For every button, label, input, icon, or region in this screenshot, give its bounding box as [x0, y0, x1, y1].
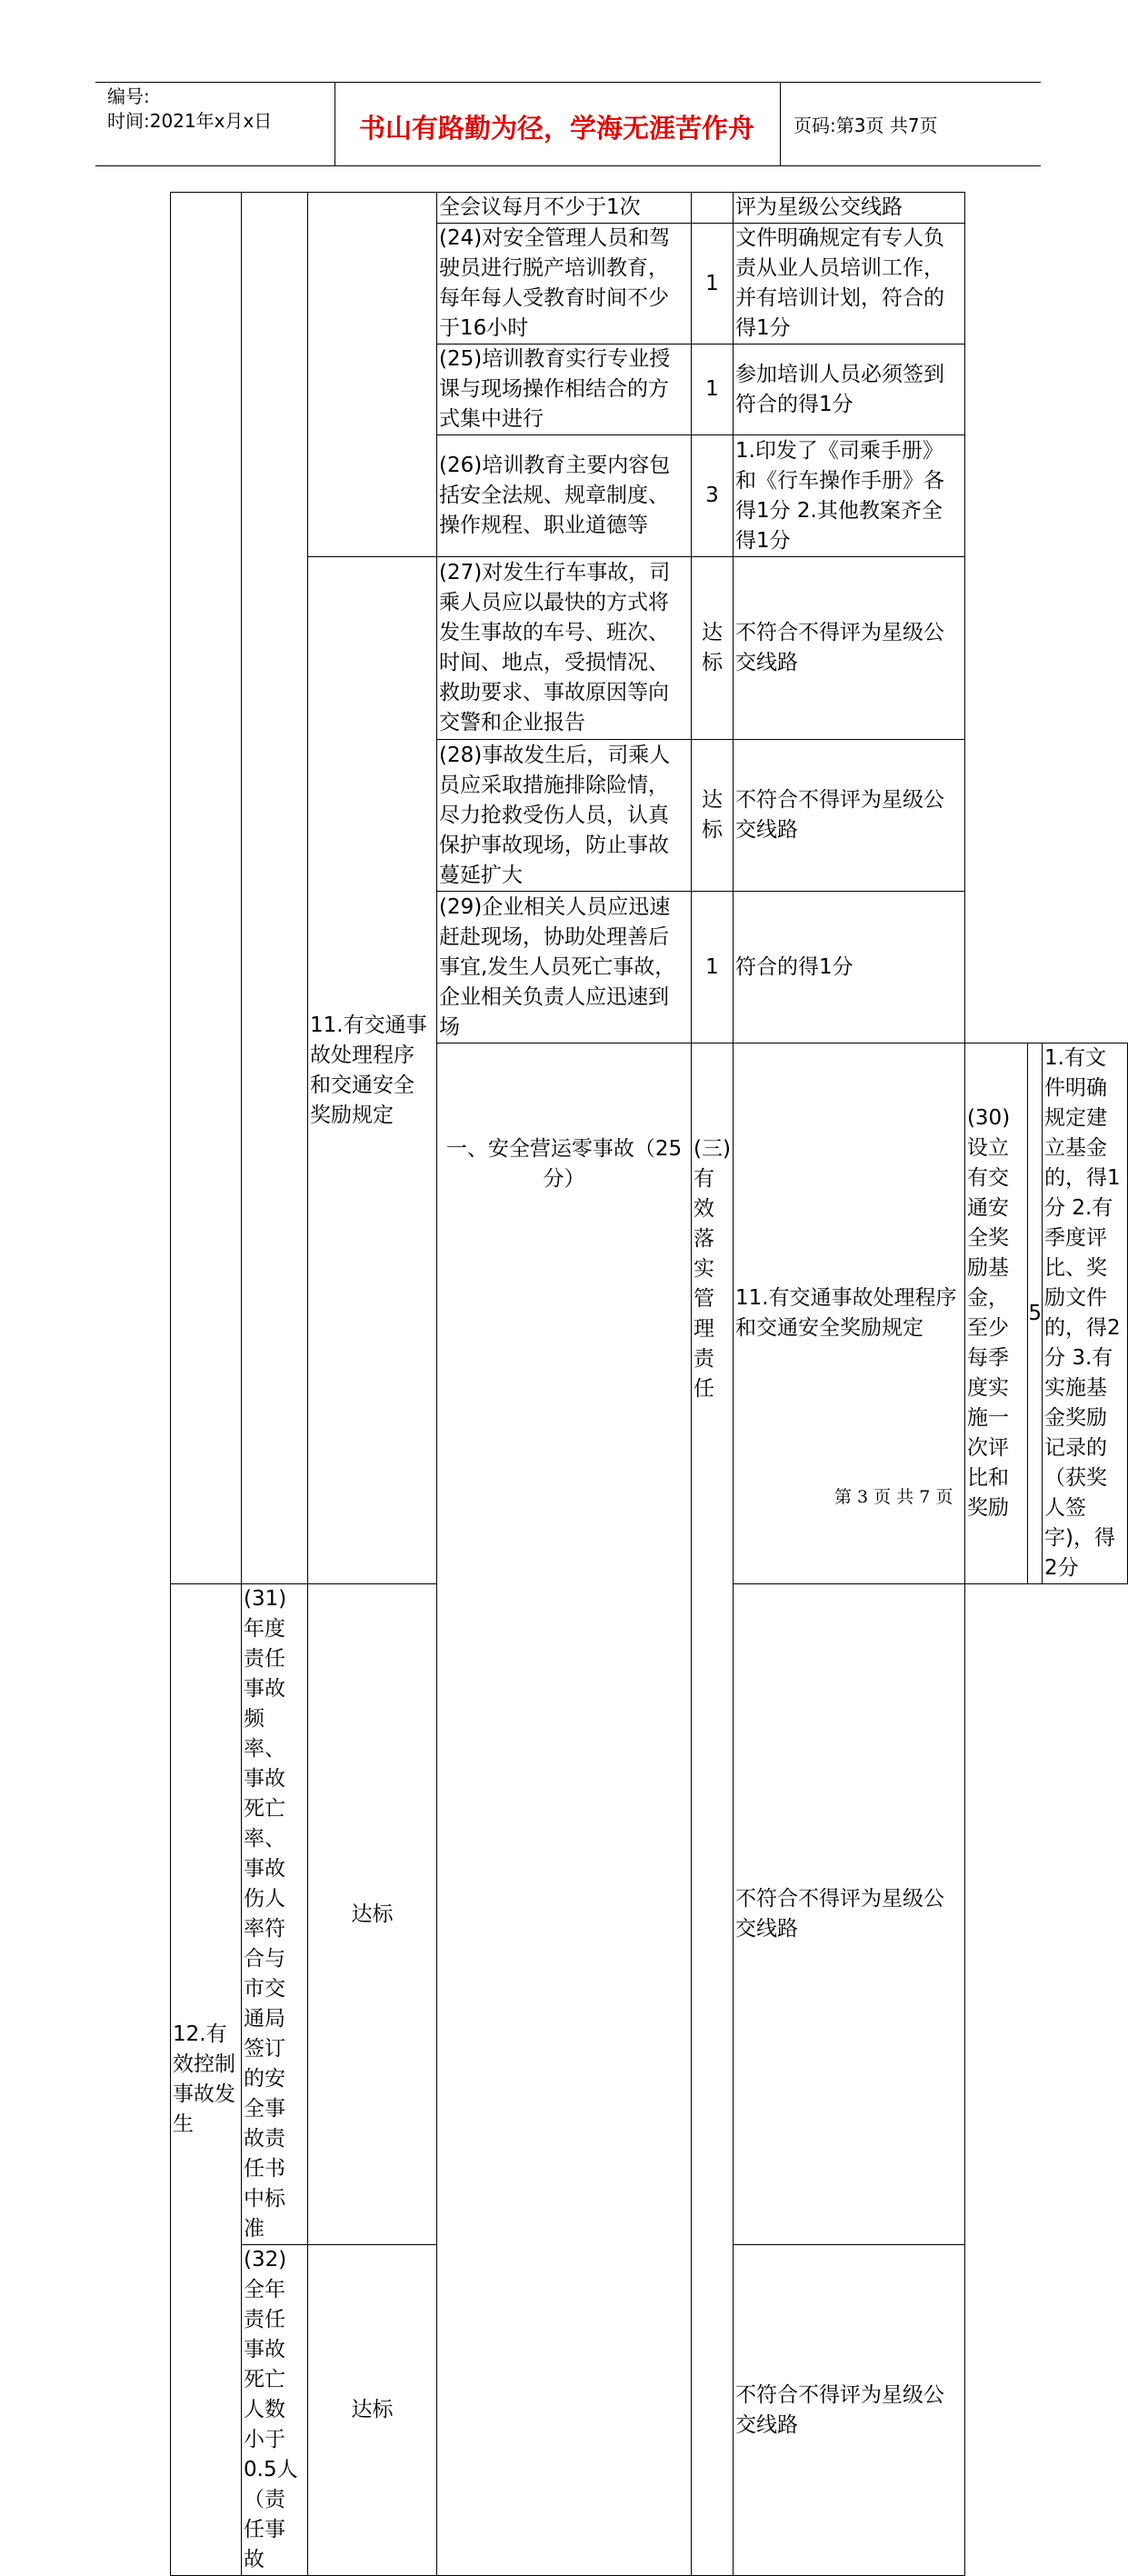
row-criteria: 评为星级公交线路	[733, 193, 964, 224]
header-bottom-rule	[95, 165, 1041, 166]
row-criteria: 1.印发了《司乘手册》和《行车操作手册》各得1分 2.其他教案齐全得1分	[733, 435, 964, 557]
row-score: 达标	[692, 557, 734, 740]
row-score: 5	[1028, 1043, 1043, 1584]
row-content: (32)全年责任事故死亡人数小于0.5人（责任事故	[242, 2245, 308, 2576]
page-indicator: 页码:第3页 共7页	[794, 115, 938, 136]
category-1-label: 一、安全营运零事故（25分）	[437, 1043, 692, 2576]
row-content: (28)事故发生后，司乘人员应采取措施排除险情，尽力抢救受伤人员，认真保护事故现场，防止事故蔓延扩大	[437, 740, 692, 892]
header-divider-left	[334, 83, 335, 166]
row-content: (29)企业相关人员应迅速赶赴现场，协助处理善后事宜,发生人员死亡事故，企业相关负责人应迅速到场	[437, 892, 692, 1043]
row-criteria: 不符合不得评为星级公交线路	[733, 1584, 964, 2245]
row-score: 1	[692, 892, 734, 1043]
row-score: 3	[692, 435, 734, 557]
header-divider-right	[780, 83, 781, 166]
row-criteria: 不符合不得评为星级公交线路	[733, 557, 964, 740]
category-cell-empty	[171, 193, 242, 1584]
evaluation-table	[170, 192, 1128, 2576]
row-content: (24)对安全管理人员和驾驶员进行脱产培训教育，每年每人受教育时间不少于16小时	[437, 224, 692, 344]
row-content: (30)设立有交通安全奖励基金，至少每季度实施一次评比和奖励	[964, 1043, 1027, 1584]
row-content: (31)年度责任事故频率、事故死亡率、事故伤人率符合与市交通局签订的安全事故责任书中标准	[242, 1584, 308, 2245]
header-top-rule	[95, 82, 1041, 83]
document-number-label: 编号:	[107, 85, 150, 107]
row-criteria: 文件明确规定有专人负责从业人员培训工作，并有培训计划，符合的得1分	[733, 224, 964, 344]
row-content: (27)对发生行车事故，司乘人员应以最快的方式将发生事故的车号、班次、时间、地点，受损情况、救助要求、事故原因等向交警和企业报告	[437, 557, 692, 740]
page-footer: 第 3 页 共 7 页	[834, 1487, 953, 1507]
row-score: 达标	[308, 1584, 437, 2245]
row-criteria: 参加培训人员必须签到符合的得1分	[733, 344, 964, 435]
row-criteria: 符合的得1分	[733, 892, 964, 1043]
item-11-label: 11.有交通事故处理程序和交通安全奖励规定	[308, 557, 437, 1584]
row-criteria: 不符合不得评为星级公交线路	[733, 2245, 964, 2576]
item-cell-empty	[308, 193, 437, 557]
row-score	[692, 193, 734, 224]
item-12-label: 12.有效控制事故发生	[171, 1584, 242, 2576]
row-score: 1	[692, 344, 734, 435]
document-time-label: 时间:2021年x月x日	[107, 110, 273, 132]
row-score: 达标	[308, 2245, 437, 2576]
row-criteria: 1.有文件明确规定建立基金的，得1分 2.有季度评比、奖励文件的，得2分 3.有实施基金奖励记录的（获奖人签字)，得2分	[1043, 1043, 1128, 1584]
row-score: 1	[692, 224, 734, 344]
item-11-label-repeat: 11.有交通事故处理程序和交通安全奖励规定	[733, 1043, 964, 1584]
header-motto: 书山有路勤为径，学海无涯苦作舟	[359, 113, 755, 144]
subcategory-cell-empty	[242, 193, 308, 1584]
subcategory-3-label: (三)有效落实管理责任	[692, 1043, 734, 2576]
row-content: (26)培训教育主要内容包括安全法规、规章制度、操作规程、职业道德等	[437, 435, 692, 557]
row-content: 全会议每月不少于1次	[437, 193, 692, 224]
row-content: (25)培训教育实行专业授课与现场操作相结合的方式集中进行	[437, 344, 692, 435]
row-score: 达标	[692, 740, 734, 892]
row-criteria: 不符合不得评为星级公交线路	[733, 740, 964, 892]
